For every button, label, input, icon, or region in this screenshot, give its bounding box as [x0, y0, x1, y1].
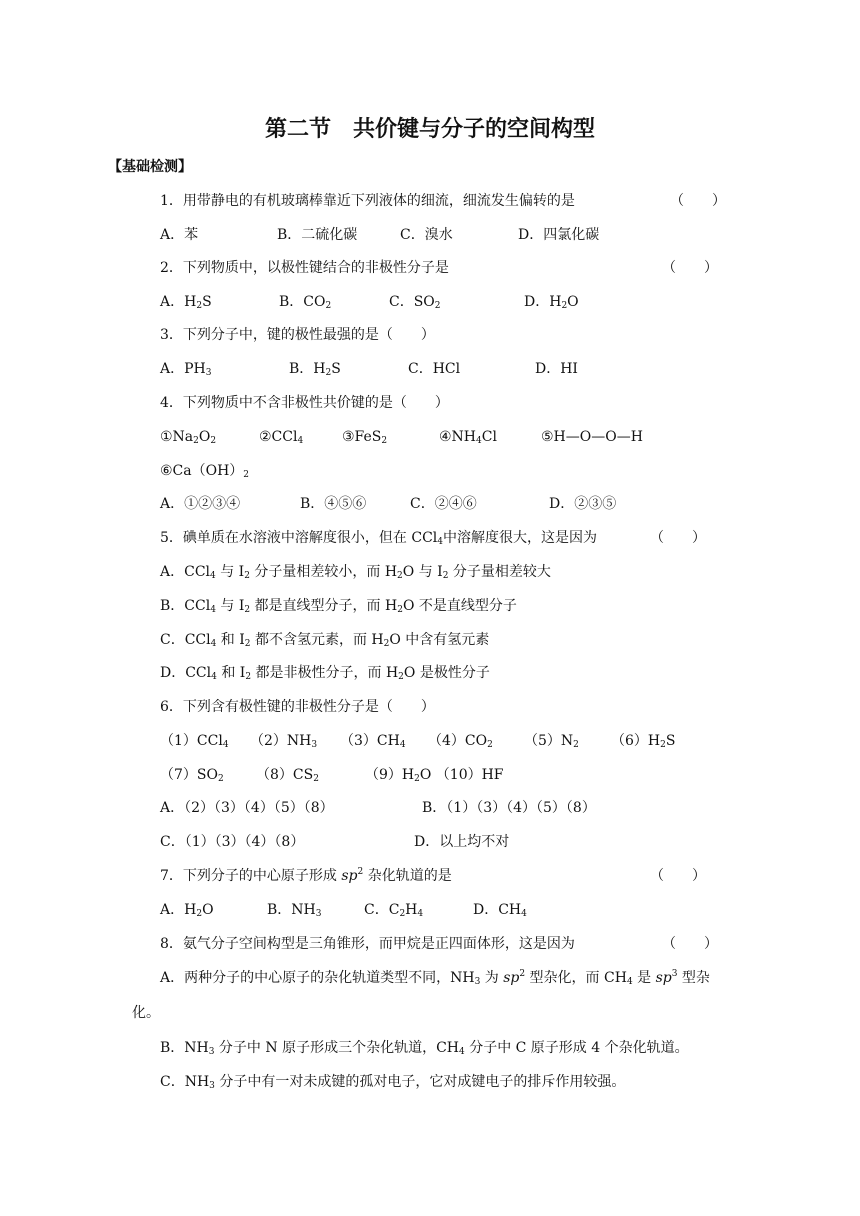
q3-option-d: D．HI — [535, 361, 578, 377]
page-title — [0, 112, 860, 143]
q1-option-d: D．四氯化碳 — [518, 227, 600, 243]
q4-item-1: $①Na_2O_2$ — [160, 429, 217, 446]
title-text: 共价键与分子的空间构型 — [353, 117, 596, 142]
q5-answer-paren: （ ） — [650, 530, 706, 546]
q3-option-b: B．$H_2S$ — [289, 361, 341, 378]
q6-item-1: （1）CCl$_4$ — [160, 733, 229, 750]
q8-option-a-wrap: 化。 — [132, 1005, 160, 1021]
q6-item-9-10: $(9)H_2O$ （10）HF — [365, 767, 504, 784]
q8-stem: 8．氨气分子空间构型是三角锥形，而甲烷是正四面体形，这是因为 — [160, 936, 575, 952]
section-heading: 【基础检测】 — [108, 159, 192, 175]
q6-item-4: $(4)CO_2$ — [428, 733, 493, 750]
q7-option-a: A．$H_2O$ — [160, 902, 214, 919]
q4-option-a: A．①②③④ — [160, 496, 241, 512]
q4-item-6: $⑥Ca(OH)_2$ — [160, 463, 250, 480]
q6-option-d: D．以上均不对 — [414, 834, 510, 850]
q2-option-c: C．$SO_2$ — [389, 294, 441, 311]
q3-stem: 3．下列分子中，键的极性最强的是（ ） — [160, 327, 435, 343]
q1-answer-paren: （ ） — [670, 193, 726, 209]
q1-option-a: A．苯 — [160, 227, 199, 243]
q6-item-7: $(7)SO_2$ — [160, 767, 224, 784]
q4-option-d: D．②③⑤ — [549, 496, 617, 512]
q8-option-a: A．两种分子的中心原子的杂化轨道类型不同，$NH_3$ 为 $sp^2$ 型杂化，而 $CH_4$ 是 $sp^3$ 型杂 — [160, 969, 710, 987]
q2-option-d: D．$H_2O$ — [524, 294, 579, 311]
q8-option-c: C．$NH_3$ 分子中有一对未成键的孤对电子，它对成键电子的排斥作用较强。 — [160, 1074, 626, 1091]
q6-item-5: $(5)N_2$ — [524, 733, 579, 750]
q7-stem: 7．下列分子的中心原子形成 $sp^2$ 杂化轨道的是 — [160, 867, 452, 884]
q4-item-3: ③FeS$_2$ — [342, 429, 388, 446]
q4-option-b: B．④⑤⑥ — [300, 496, 367, 512]
q7-option-c: C．$C_2H_4$ — [364, 902, 424, 919]
q3-option-c: C．HCl — [408, 361, 461, 377]
q7-answer-paren: （ ） — [650, 868, 706, 884]
q5-stem: 5．碘单质在水溶液中溶解度很小，但在 CCl$_4$中溶解度很大，这是因为 — [160, 530, 597, 547]
q6-option-a: A．（2）（3）（4）（5）（8） — [160, 800, 334, 816]
q7-option-d: D．$CH_4$ — [473, 902, 527, 919]
q6-item-3: $(3)CH_4$ — [340, 733, 406, 750]
q5-option-d: D．CCl$_4$ 和 $I_2$ 都是非极性分子，而 $H_2O$ 是极性分子 — [160, 665, 490, 682]
q3-option-a: A．$PH_3$ — [160, 361, 212, 378]
q6-item-6: $(6)H_2S$ — [611, 733, 676, 750]
q1-option-b: B．二硫化碳 — [277, 227, 358, 243]
q2-option-a: A．$H_2S$ — [160, 294, 212, 311]
q1-option-c: C．溴水 — [400, 227, 453, 243]
q7-option-b: B．$NH_3$ — [267, 902, 322, 919]
q8-option-b: B．$NH_3$ 分子中 N 原子形成三个杂化轨道，$CH_4$ 分子中 C 原子形成 4 个杂化轨道。 — [160, 1040, 689, 1057]
q2-option-b: B．$CO_2$ — [279, 294, 332, 311]
q6-option-c: C．（1）（3）（4）（8） — [160, 834, 305, 850]
q5-option-c: C．CCl$_4$ 和 $I_2$ 都不含氢元素，而 $H_2O$ 中含有氢元素 — [160, 632, 490, 649]
q5-option-a: A．CCl$_4$ 与 $I_2$ 分子量相差较小，而 $H_2O$ 与 $I_2$ 分子量相差较大 — [160, 564, 551, 581]
q4-item-2: ②CCl$_4$ — [259, 429, 304, 446]
q4-option-c: C．②④⑥ — [410, 496, 477, 512]
q6-option-b: B．（1）（3）（4）（5）（8） — [422, 800, 596, 816]
q5-option-b: B．CCl$_4$ 与 $I_2$ 都是直线型分子，而 $H_2O$ 不是直线型分子 — [160, 598, 517, 615]
title-section-number: 第二节 — [264, 117, 331, 142]
q6-item-2: $(2)NH_3$ — [250, 733, 318, 750]
q6-stem: 6．下列含有极性键的非极性分子是（ ） — [160, 699, 435, 715]
q4-item-4: $④NH_4Cl$ — [439, 429, 497, 446]
q4-stem: 4．下列物质中不含非极性共价键的是（ ） — [160, 395, 449, 411]
q4-item-5: ⑤H—O—O—H — [541, 429, 643, 445]
q8-answer-paren: （ ） — [662, 936, 718, 952]
q2-answer-paren: （ ） — [662, 260, 718, 276]
q6-item-8: $(8)CS_2$ — [256, 767, 319, 784]
q1-stem: 1．用带静电的有机玻璃棒靠近下列液体的细流，细流发生偏转的是 — [160, 193, 575, 209]
q2-stem: 2．下列物质中，以极性键结合的非极性分子是 — [160, 260, 449, 276]
